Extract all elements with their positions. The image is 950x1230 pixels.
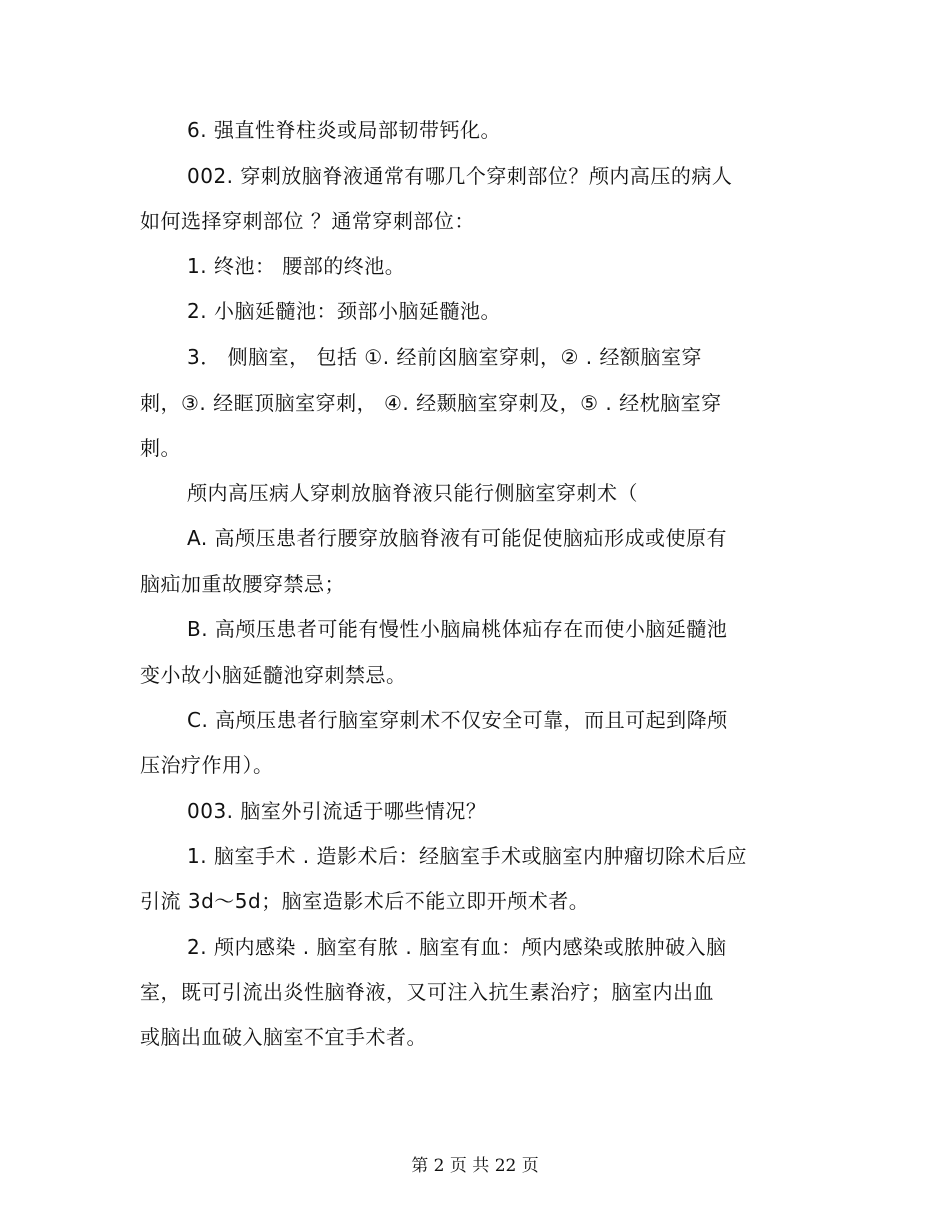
text-line-20: 室，既可引流出炎性脑脊液，又可注入抗生素治疗；脑室内出血 bbox=[140, 980, 714, 1004]
text-line-15: 压治疗作用）。 bbox=[140, 753, 274, 777]
text-line-12: B. 高颅压患者可能有慢性小脑扁桃体疝存在而使小脑延髓池 bbox=[187, 617, 728, 641]
text-line-19: 2. 颅内感染 . 脑室有脓 . 脑室有血：颅内感染或脓肿破入脑 bbox=[187, 935, 727, 959]
text-line-13: 变小故小脑延髓池穿刺禁忌。 bbox=[140, 663, 407, 687]
text-line-10: A. 高颅压患者行腰穿放脑脊液有可能促使脑疝形成或使原有 bbox=[187, 526, 728, 550]
text-line-9: 颅内高压病人穿刺放脑脊液只能行侧脑室穿刺术（ bbox=[187, 481, 638, 505]
text-line-18: 引流 3d～5d；脑室造影术后不能立即开颅术者。 bbox=[140, 889, 590, 913]
text-line-6: 3． 侧脑室， 包括 ①. 经前囟脑室穿刺，② . 经额脑室穿 bbox=[187, 345, 702, 369]
text-line-21: 或脑出血破入脑室不宜手术者。 bbox=[140, 1025, 427, 1049]
text-line-16: 003. 脑室外引流适于哪些情况？ bbox=[187, 799, 487, 823]
text-line-17: 1. 脑室手术 . 造影术后：经脑室手术或脑室内肿瘤切除术后应 bbox=[187, 844, 748, 868]
text-line-8: 刺。 bbox=[140, 436, 181, 460]
text-line-2: 002. 穿刺放脑脊液通常有哪几个穿刺部位？颅内高压的病人 bbox=[187, 164, 733, 188]
text-line-5: 2. 小脑延髓池：颈部小脑延髓池。 bbox=[187, 299, 501, 323]
text-line-11: 脑疝加重故腰穿禁忌； bbox=[140, 572, 345, 596]
text-line-14: C. 高颅压患者行脑室穿刺术不仅安全可靠，而且可起到降颅 bbox=[187, 708, 728, 732]
text-line-4: 1. 终池： 腰部的终池。 bbox=[187, 254, 406, 278]
text-line-7: 刺，③. 经眶顶脑室穿刺， ④. 经颞脑室穿刺及，⑤ . 经枕脑室穿 bbox=[140, 391, 722, 415]
text-line-1: 6. 强直性脊柱炎或局部韧带钙化。 bbox=[187, 118, 501, 142]
page-number-footer: 第 2 页 共 22 页 bbox=[411, 1156, 539, 1176]
text-line-3: 如何选择穿刺部位 ？通常穿刺部位： bbox=[140, 209, 475, 233]
